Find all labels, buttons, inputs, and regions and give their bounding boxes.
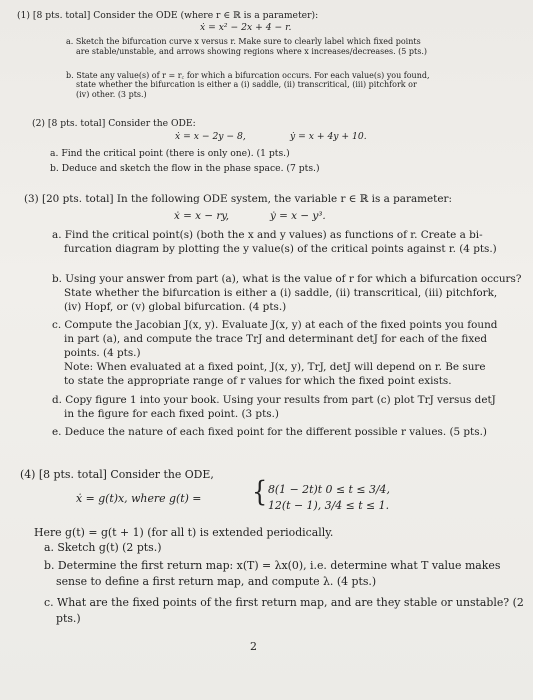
q2-equation-y: ẏ = x + 4y + 10. — [290, 131, 367, 142]
q2-part-b: b. Deduce and sketch the flow in the phase space. (7 pts.) — [50, 163, 320, 174]
q3-part-a-line1: a. Find the critical point(s) (both the x and y values) as functions of r. Create a bi- — [52, 229, 483, 241]
q3-heading: (3) [20 pts. total] In the following ODE system, the variable r ∈ ℝ is a parameter: — [24, 193, 452, 205]
q4-part-c-line1: c. What are the fixed points of the first return map, and are they stable or unstable? (2 — [44, 596, 524, 609]
q1-part-b-line2: state whether the bifurcation is either a (i) saddle, (ii) transcritical, (iii) pitchfork or — [76, 80, 417, 89]
q3-part-b-line1: b. Using your answer from part (a), what is the value of r for which a bifurcation occurs? — [52, 273, 522, 285]
page-number: 2 — [250, 640, 257, 653]
q1-equation: ẋ = x² − 2x + 4 − r. — [200, 22, 292, 33]
q3-part-c-line2: in part (a), and compute the trace TrJ and determinant detJ for each of the fixed — [64, 333, 488, 345]
q4-part-a: a. Sketch g(t) (2 pts.) — [44, 541, 162, 554]
q1-heading: (1) [8 pts. total] Consider the ODE (where r ∈ ℝ is a parameter): — [17, 10, 319, 21]
q4-part-c-line2: pts.) — [56, 612, 81, 625]
q2-part-a: a. Find the critical point (there is only one). (1 pts.) — [50, 148, 290, 159]
q3-part-c-note-line1: Note: When evaluated at a fixed point, J(x, y), TrJ, detJ will depend on r. Be sure — [64, 361, 486, 373]
q4-equation: ẋ = g(t)x, where g(t) = — [76, 492, 202, 505]
q3-equation-x: ẋ = x − ry, — [174, 210, 230, 222]
q3-part-a-line2: furcation diagram by plotting the y value(s) of the critical points against r. (4 pts.) — [64, 243, 497, 255]
q4-piecewise-brace: { — [252, 475, 268, 509]
q2-heading: (2) [8 pts. total] Consider the ODE: — [32, 118, 196, 129]
q1-part-a-line2: are stable/unstable, and arrows showing regions where x increases/decreases. (5 pts.) — [76, 47, 428, 56]
q3-part-b-line3: (iv) Hopf, or (v) global bifurcation. (4 pts.) — [64, 301, 287, 313]
q4-case-1: 8(1 − 2t)t 0 ≤ t ≤ 3/4, — [268, 483, 390, 496]
q3-part-b-line2: State whether the bifurcation is either a (i) saddle, (ii) transcritical, (iii) pitchfork, — [64, 287, 498, 299]
q3-part-c-note-line2: to state the appropriate range of r values for which the fixed point exists. — [64, 375, 452, 387]
q3-part-c-line1: c. Compute the Jacobian J(x, y). Evaluate J(x, y) at each of the fixed points you found — [52, 319, 498, 331]
q3-equation-y: ẏ = x − y³. — [270, 210, 326, 222]
q1-part-a-line1: a. Sketch the bifurcation curve x versus r. Make sure to clearly label which fixed points — [66, 37, 421, 46]
q4-periodic-note: Here g(t) = g(t + 1) (for all t) is extended periodically. — [34, 526, 334, 539]
q3-part-e: e. Deduce the nature of each fixed point for the different possible r values. (5 pts.) — [52, 426, 487, 438]
q4-part-b-line2: sense to define a first return map, and compute λ. (4 pts.) — [56, 575, 377, 588]
q4-heading: (4) [8 pts. total] Consider the ODE, — [20, 468, 214, 481]
q1-part-b-line3: (iv) other. (3 pts.) — [76, 90, 147, 99]
q1-part-b-line1: b. State any value(s) of r = r꜀ for which a bifurcation occurs. For each value(s) you found, — [66, 71, 430, 80]
q3-part-d-line2: in the figure for each fixed point. (3 pts.) — [64, 408, 279, 420]
q2-equation-x: ẋ = x − 2y − 8, — [175, 131, 246, 142]
q4-case-2: 12(t − 1), 3/4 ≤ t ≤ 1. — [268, 499, 390, 512]
q3-part-c-line3: points. (4 pts.) — [64, 347, 141, 359]
q4-part-b-line1: b. Determine the first return map: x(T) = λx(0), i.e. determine what T value makes — [44, 559, 501, 572]
q3-part-d-line1: d. Copy figure 1 into your book. Using your results from part (c) plot TrJ versus detJ — [52, 394, 496, 406]
